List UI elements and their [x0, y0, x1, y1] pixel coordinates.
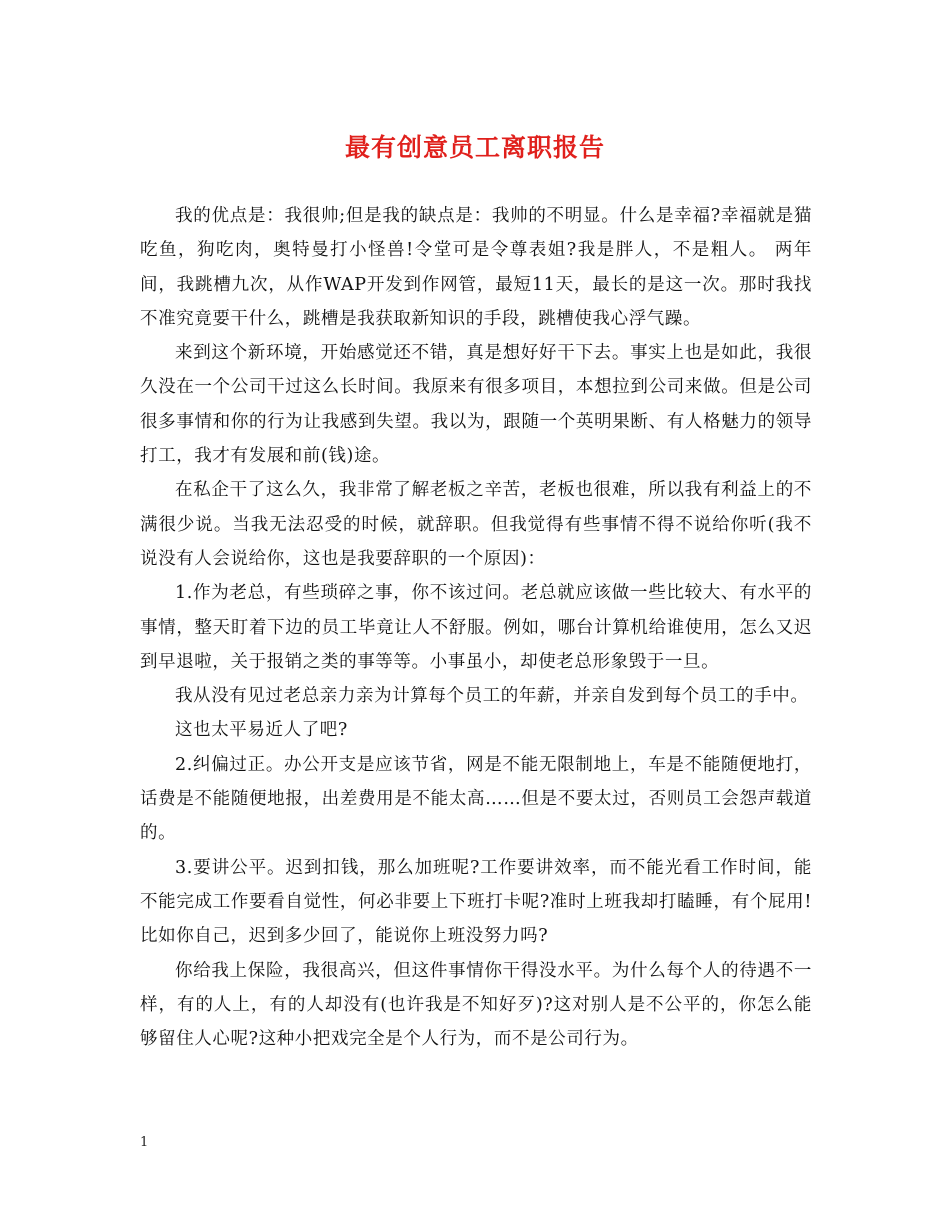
document-title: 最有创意员工离职报告 — [344, 133, 605, 162]
paragraph: 在私企干了这么久，我非常了解老板之辛苦，老板也很难，所以我有利益上的不满很少说。当我无法忍受的时候，就辞职。但我觉得有些事情不得不说给你听(我不说没有人会说给你，这也是我要辞职的一个原因)： — [140, 480, 812, 569]
paragraph: 1.作为老总，有些琐碎之事，你不该过问。老总就应该做一些比较大、有水平的事情，整天盯着下边的员工毕竟让人不舒服。例如，哪台计算机给谁使用，怎么又迟到早退啦，关于报销之类的事等等。小事虽小，却使老总形象毁于一旦。 — [140, 583, 812, 672]
page-number: 1 — [140, 1135, 149, 1150]
paragraph: 来到这个新环境，开始感觉还不错，真是想好好干下去。事实上也是如此，我很久没在一个公司干过这么长时间。我原来有很多项目，本想拉到公司来做。但是公司很多事情和你的行为让我感到失望。我以为，跟随一个英明果断、有人格魅力的领导打工，我才有发展和前(钱)途。 — [140, 343, 812, 467]
paragraph: 这也太平易近人了吧? — [175, 720, 348, 741]
paragraph: 3.要讲公平。迟到扣钱，那么加班呢?工作要讲效率，而不能光看工作时间，能不能完成工作要看自觉性，何必非要上下班打卡呢?准时上班我却打瞌睡，有个屁用!比如你自己，迟到多少回了，能说你上班没努力吗? — [140, 857, 812, 947]
paragraph: 你给我上保险，我很高兴，但这件事情你干得没水平。为什么每个人的待遇不一样，有的人上，有的人却没有(也许我是不知好歹)?这对别人是不公平的，你怎么能够留住人心呢?这种小把戏完全是个人行为，而不是公司行为。 — [140, 960, 812, 1050]
paragraph: 我从没有见过老总亲力亲为计算每个员工的年薪，并亲自发到每个员工的手中。 — [175, 686, 809, 707]
paragraph: 2.纠偏过正。办公开支是应该节省，网是不能无限制地上，车是不能随便地打，话费是不能随便地报，出差费用是不能太高……但是不要太过，否则员工会怨声载道的。 — [140, 754, 812, 844]
document-body — [140, 199, 812, 1056]
paragraph: 我的优点是：我很帅;但是我的缺点是：我帅的不明显。什么是幸福?幸福就是猫吃鱼，狗吃肉，奥特曼打小怪兽!令堂可是令尊表姐?我是胖人，不是粗人。 两年间，我跳槽九次，从作WAP开发到作网管，最短11天，最长的是这一次。那时我找不准究竟要干什么，跳槽是我获取新知识的手段，跳槽使我心浮气躁。 — [140, 206, 812, 329]
